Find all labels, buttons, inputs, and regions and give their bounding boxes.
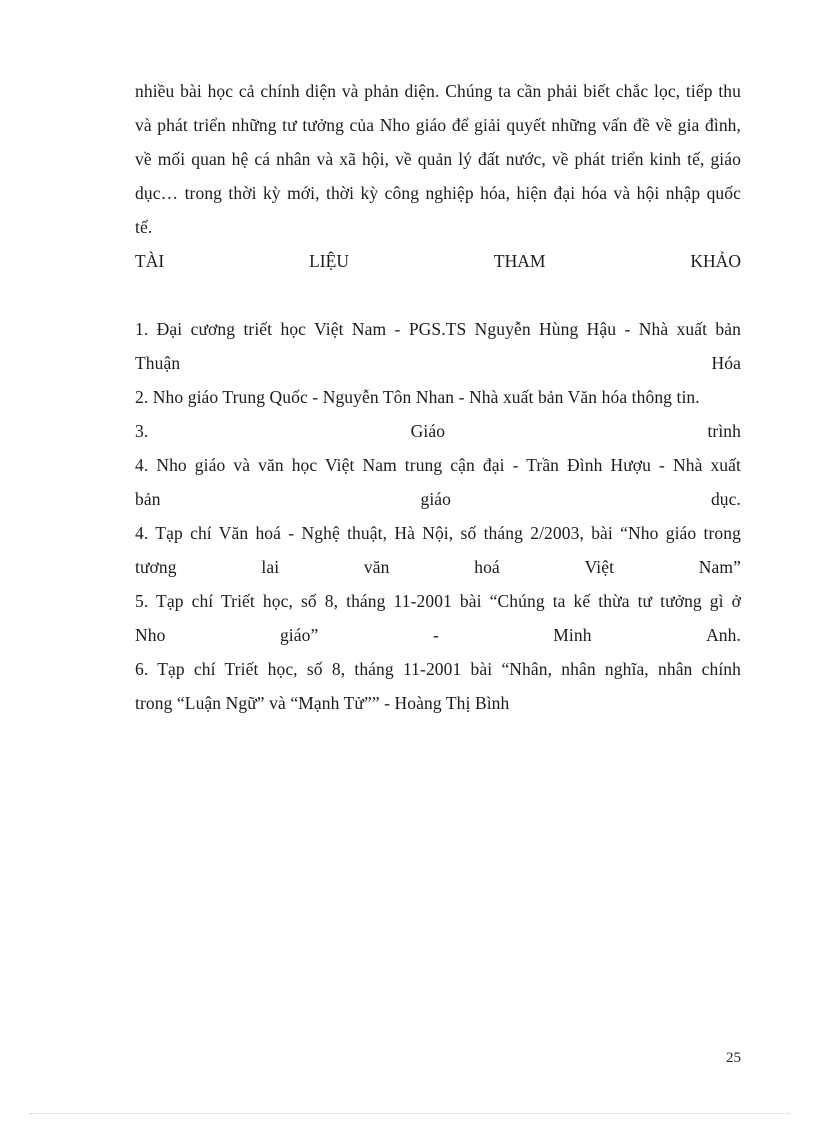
reference-item-3 (135, 414, 741, 448)
references-heading (135, 244, 741, 278)
reference-5-word-2: lai (261, 557, 280, 577)
reference-4-line-1: 4. Nho giáo và văn học Việt Nam trung cận đại - Trần Đình Hượu - Nhà xuất (135, 455, 741, 475)
reference-6-line-1: 5. Tạp chí Triết học, số 8, tháng 11-2001 bài “Chúng ta kế thừa tư tưởng gì ở (135, 591, 741, 611)
reference-1-word-2: Hóa (711, 353, 741, 373)
reference-6-word-3: - (432, 625, 439, 645)
reference-4-word-3: dục. (710, 489, 741, 509)
heading-word-3: THAM (493, 251, 546, 271)
reference-5-word-5: Việt (584, 557, 615, 577)
body-paragraph: nhiều bài học cả chính diện và phản diện. Chúng ta cần phải biết chắc lọc, tiếp thu và phát triển những tư tưởng của Nho giáo để giải quyết những vấn đề về gia đình, về mối quan hệ cá nhân và xã hội, về quản lý đất nước, về phát triển kinh tế, giáo dục… trong thời kỳ mới, thời kỳ công nghiệp hóa, hiện đại hóa và hội nhập quốc tế. (135, 81, 741, 237)
reference-3-line-1 (135, 414, 741, 448)
heading-word-2: LIỆU (309, 251, 349, 271)
reference-4-line-2 (135, 482, 741, 516)
reference-5-word-1: tương (135, 557, 177, 577)
reference-4-word-1: bản (135, 489, 161, 509)
reference-3-word-2: Giáo (410, 421, 446, 441)
reference-item-1 (135, 312, 741, 380)
page-number: 25 (726, 1050, 741, 1066)
page-content (135, 74, 741, 720)
reference-item-2 (135, 380, 741, 414)
reference-1-line-1: 1. Đại cương triết học Việt Nam - PGS.TS Nguyễn Hùng Hậu - Nhà xuất bản (135, 319, 741, 339)
reference-3-word-3: trình (707, 421, 741, 441)
reference-7-line-2: trong “Luận Ngữ” và “Mạnh Tử”” - Hoàng Thị Bình (135, 693, 510, 713)
reference-5-word-3: văn (363, 557, 390, 577)
reference-item-7 (135, 652, 741, 720)
reference-1-line-2 (135, 346, 741, 380)
heading-spacer (135, 278, 741, 312)
reference-item-4 (135, 448, 741, 516)
reference-7-line-1: 6. Tạp chí Triết học, số 8, tháng 11-2001 bài “Nhân, nhân nghĩa, nhân chính (135, 659, 741, 679)
reference-6-line-2 (135, 618, 741, 652)
reference-5-line-2 (135, 550, 741, 584)
reference-1-word-1: Thuận (135, 353, 181, 373)
reference-2-line-1: 2. Nho giáo Trung Quốc - Nguyễn Tôn Nhan - Nhà xuất bản Văn hóa thông tin. (135, 387, 700, 407)
heading-word-4: KHẢO (690, 251, 741, 271)
reference-6-word-1: Nho (135, 625, 166, 645)
reference-6-word-4: Minh (553, 625, 592, 645)
reference-5-word-4: hoá (474, 557, 500, 577)
footer-dotted-rule (30, 1113, 790, 1115)
reference-6-word-5: Anh. (706, 625, 741, 645)
reference-item-5 (135, 516, 741, 584)
reference-5-line-1: 4. Tạp chí Văn hoá - Nghệ thuật, Hà Nội, số tháng 2/2003, bài “Nho giáo trong (135, 523, 741, 543)
reference-5-word-6: Nam” (698, 557, 741, 577)
reference-6-word-2: giáo” (279, 625, 319, 645)
references-list (135, 312, 741, 720)
heading-word-1: TÀI (135, 251, 165, 271)
reference-item-6 (135, 584, 741, 652)
reference-4-word-2: giáo (420, 489, 452, 509)
reference-3-word-1: 3. (135, 421, 149, 441)
